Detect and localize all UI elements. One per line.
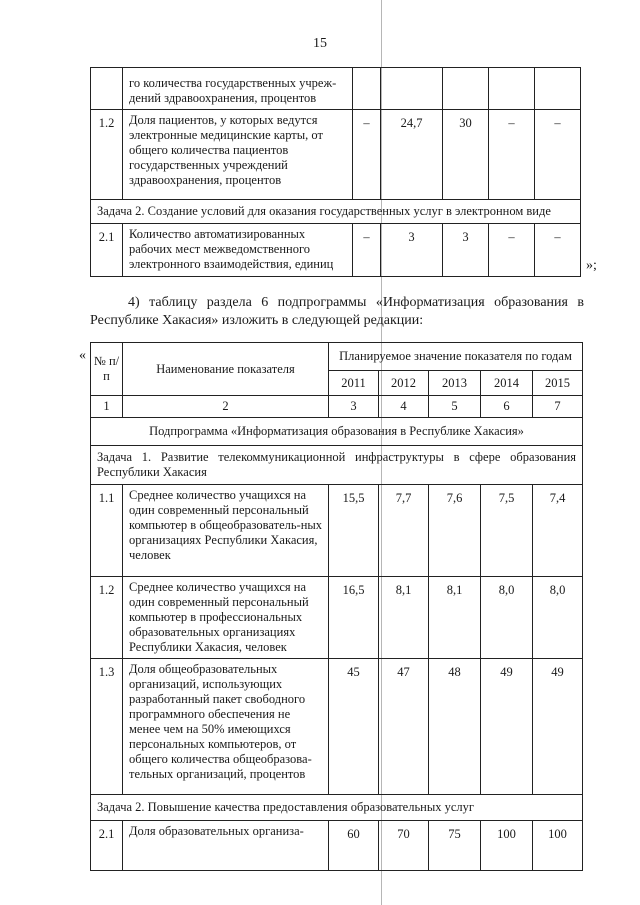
health-indicators-table xyxy=(90,67,581,277)
value-2015: 49 xyxy=(533,659,583,795)
value-2012: 8,1 xyxy=(379,577,429,659)
indicator-name: Доля общеобразовательных организаций, использующих разработанный пакет свободного программного обеспечения не менее чем на 50% имеющихся персональных компьютеров, от общего количества общеобразова-тельных организаций, процентов xyxy=(123,659,329,795)
indicator-name: Среднее количество учащихся на один современный персональный компьютер в профессиональных образовательных организациях Республики Хакасия, человек xyxy=(123,577,329,659)
task-heading: Задача 2. Создание условий для оказания государственных услуг в электронном виде xyxy=(91,200,581,224)
value-2012: 24,7 xyxy=(381,110,443,200)
column-index: 5 xyxy=(429,396,481,418)
table-row xyxy=(91,821,583,871)
opening-quote-mark: « xyxy=(79,348,86,363)
indicator-name: го количества государственных учреж-дений здравоохранения, процентов xyxy=(123,68,353,110)
table-row xyxy=(91,110,581,200)
value-2011: – xyxy=(353,224,381,277)
value-2011: 15,5 xyxy=(329,485,379,577)
value-2012: 3 xyxy=(381,224,443,277)
header-year: 2014 xyxy=(481,371,533,396)
column-index: 1 xyxy=(91,396,123,418)
value-2013: 8,1 xyxy=(429,577,481,659)
column-index: 2 xyxy=(123,396,329,418)
value-2015: 100 xyxy=(533,821,583,871)
value-2014 xyxy=(489,68,535,110)
task-heading: Задача 1. Развитие телекоммуникационной инфраструктуры в сфере образования Республики Хакасия xyxy=(91,446,583,485)
table-row xyxy=(91,659,583,795)
value-2012: 47 xyxy=(379,659,429,795)
column-index: 4 xyxy=(379,396,429,418)
value-2011: 60 xyxy=(329,821,379,871)
value-2014: – xyxy=(489,224,535,277)
value-2013: 75 xyxy=(429,821,481,871)
row-number: 1.1 xyxy=(91,485,123,577)
column-index: 3 xyxy=(329,396,379,418)
value-2014: 100 xyxy=(481,821,533,871)
value-2011 xyxy=(353,68,381,110)
value-2013: 48 xyxy=(429,659,481,795)
education-indicators-table xyxy=(90,342,583,871)
table-row xyxy=(91,224,581,277)
value-2012: 7,7 xyxy=(379,485,429,577)
value-2015: 8,0 xyxy=(533,577,583,659)
indicator-name: Количество автоматизированных рабочих мест межведомственного электронного взаимодействия, единиц xyxy=(123,224,353,277)
value-2013 xyxy=(443,68,489,110)
column-index: 6 xyxy=(481,396,533,418)
indicator-name: Среднее количество учащихся на один современный персональный компьютер в общеобразователь-ных организациях Республики Хакасия, человек xyxy=(123,485,329,577)
subprogram-heading: Подпрограмма «Информатизация образования в Республике Хакасия» xyxy=(91,418,583,446)
value-2014: 8,0 xyxy=(481,577,533,659)
task-row xyxy=(91,200,581,224)
header-year: 2012 xyxy=(379,371,429,396)
row-number: 1.3 xyxy=(91,659,123,795)
amendment-paragraph xyxy=(90,294,584,330)
row-number: 1.2 xyxy=(91,110,123,200)
table-row xyxy=(91,577,583,659)
value-2015 xyxy=(535,68,581,110)
closing-quote-mark: »; xyxy=(586,258,597,273)
table-row xyxy=(91,485,583,577)
row-number: 1.2 xyxy=(91,577,123,659)
value-2013: 30 xyxy=(443,110,489,200)
column-index: 7 xyxy=(533,396,583,418)
header-indicator-name: Наименование показателя xyxy=(123,343,329,396)
value-2012 xyxy=(381,68,443,110)
row-number xyxy=(91,68,123,110)
task-heading: Задача 2. Повышение качества предоставления образовательных услуг xyxy=(91,795,583,821)
paragraph-line-2: Республике Хакасия» изложить в следующей редакции: xyxy=(90,313,424,328)
value-2014: – xyxy=(489,110,535,200)
task-row xyxy=(91,795,583,821)
value-2015: – xyxy=(535,224,581,277)
value-2015: – xyxy=(535,110,581,200)
header-number: № п/п xyxy=(91,343,123,396)
value-2015: 7,4 xyxy=(533,485,583,577)
header-year: 2015 xyxy=(533,371,583,396)
value-2014: 7,5 xyxy=(481,485,533,577)
header-row xyxy=(91,343,583,371)
header-year: 2011 xyxy=(329,371,379,396)
indicator-name: Доля образовательных организа- xyxy=(123,821,329,871)
table-row xyxy=(91,68,581,110)
task-row xyxy=(91,446,583,485)
value-2012: 70 xyxy=(379,821,429,871)
page-number: 15 xyxy=(313,36,327,51)
header-planned-values: Планируемое значение показателя по годам xyxy=(329,343,583,371)
row-number: 2.1 xyxy=(91,821,123,871)
paragraph-line-1: 4) таблицу раздела 6 подпрограммы «Информатизация образования в xyxy=(128,295,584,310)
value-2011: – xyxy=(353,110,381,200)
subprogram-row xyxy=(91,418,583,446)
header-year: 2013 xyxy=(429,371,481,396)
value-2013: 7,6 xyxy=(429,485,481,577)
index-row xyxy=(91,396,583,418)
value-2011: 16,5 xyxy=(329,577,379,659)
value-2011: 45 xyxy=(329,659,379,795)
value-2014: 49 xyxy=(481,659,533,795)
value-2013: 3 xyxy=(443,224,489,277)
indicator-name: Доля пациентов, у которых ведутся электронные медицинские карты, от общего количества пациентов государственных учреждений здравоохранения, процентов xyxy=(123,110,353,200)
row-number: 2.1 xyxy=(91,224,123,277)
